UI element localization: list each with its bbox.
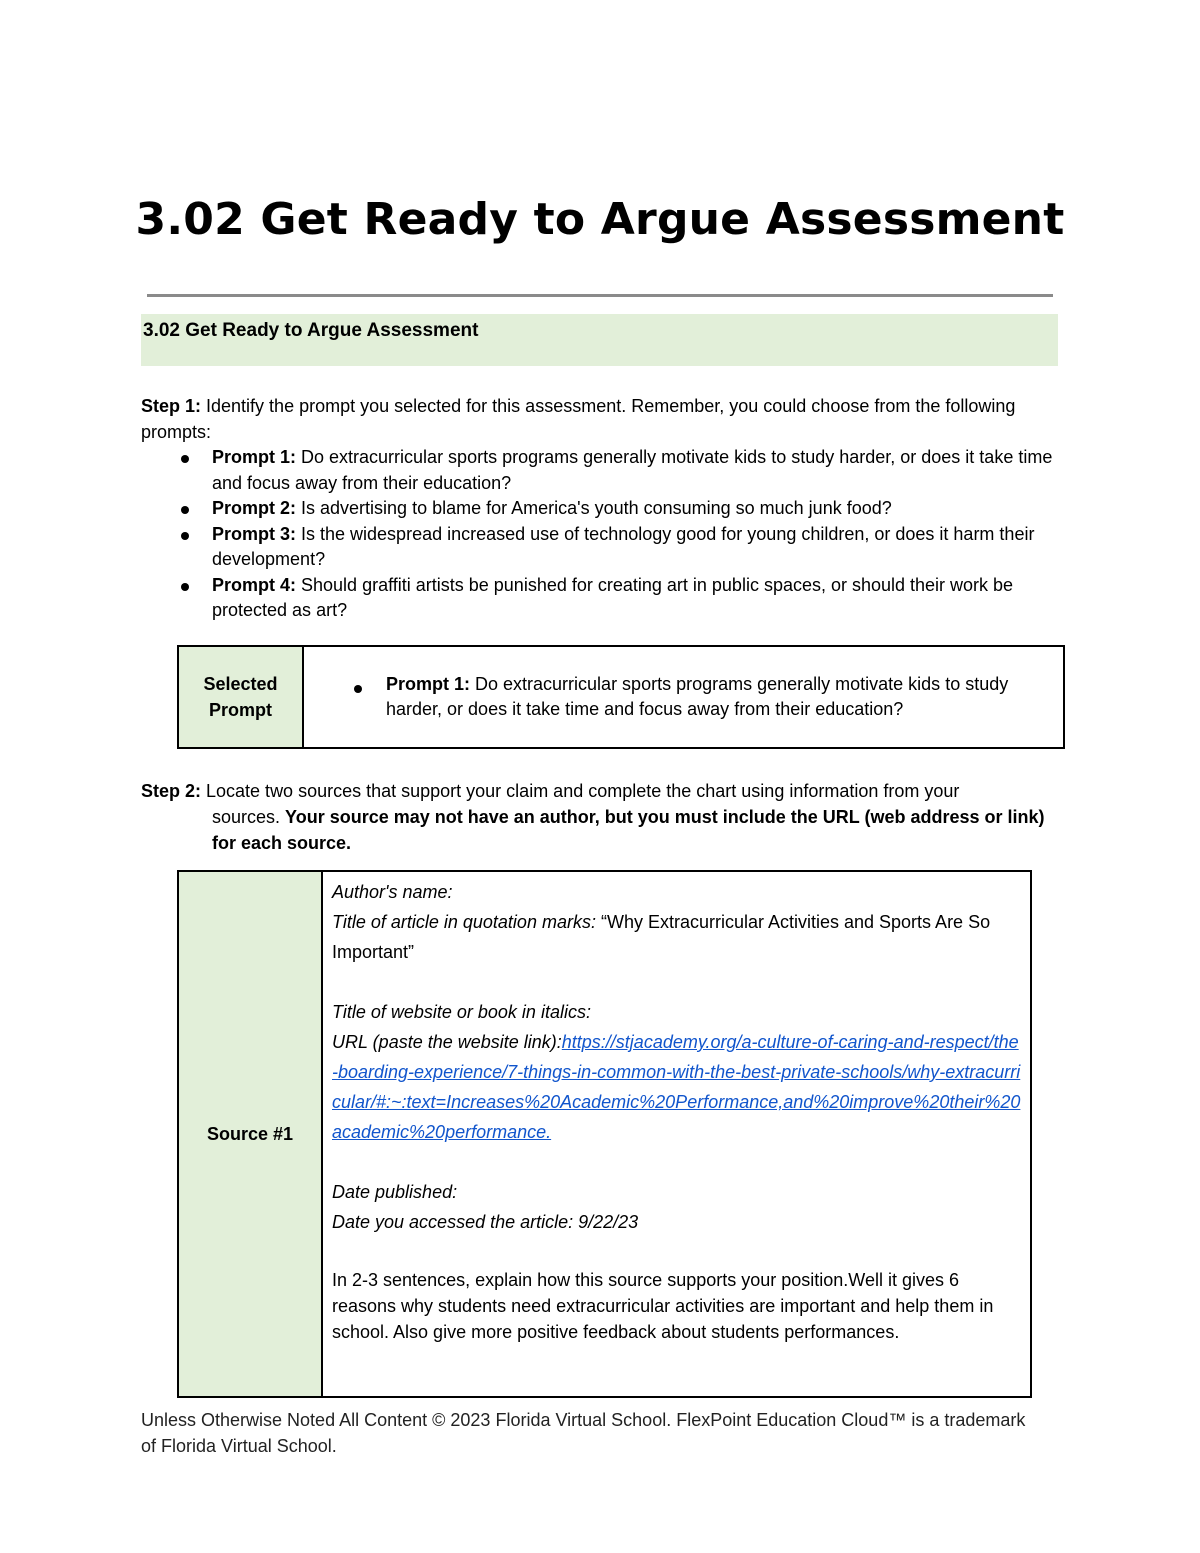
- prompt-text: Is advertising to blame for America's youth consuming so much junk food?: [296, 498, 892, 518]
- bullet-icon: [181, 455, 189, 463]
- url-label: URL (paste the website link):: [332, 1032, 562, 1052]
- date-published-label: Date published:: [332, 1182, 458, 1202]
- table-row: [178, 646, 1064, 748]
- selected-prompt-table: [177, 645, 1065, 749]
- page-title: 3.02 Get Ready to Argue Assessment: [135, 194, 1065, 245]
- date-accessed-value: 9/22/23: [573, 1212, 639, 1232]
- prompt-label: Prompt 4:: [212, 574, 297, 595]
- article-title-label: Title of article in quotation marks:: [332, 912, 596, 932]
- step1-instructions: [141, 393, 1041, 445]
- source-details-cell[interactable]: [322, 871, 1031, 1397]
- prompt-text: Should graffiti artists be punished for creating art in public spaces, or should their work be protected as art?: [212, 574, 1014, 620]
- website-title-label: Title of website or book in italics:: [332, 1002, 591, 1022]
- bullet-icon: [354, 685, 362, 693]
- prompt-text: Is the widespread increased use of technology good for young children, or does it harm their development?: [212, 523, 1035, 569]
- section-heading: 3.02 Get Ready to Argue Assessment: [143, 320, 479, 341]
- list-item: [212, 573, 1062, 624]
- list-item: [212, 445, 1062, 496]
- section-banner: [141, 314, 1058, 366]
- selected-prompt-number: Prompt 1:: [386, 673, 471, 694]
- source-label: Source #1: [178, 871, 322, 1397]
- prompt-label: Prompt 1:: [212, 447, 297, 467]
- selected-prompt-cell[interactable]: [303, 646, 1064, 748]
- date-accessed-label: Date you accessed the article:: [332, 1212, 574, 1232]
- step2-instructions: [141, 778, 1051, 856]
- step2-bold-text: Your source may not have an author, but you must include the URL (web address or link) for each source.: [212, 807, 1045, 853]
- source-table: [177, 870, 1032, 1398]
- selected-prompt-text: Do extracurricular sports programs generally motivate kids to study harder, or does it take time and focus away from their education?: [386, 673, 1009, 719]
- prompt-text: Do extracurricular sports programs generally motivate kids to study harder, or does it take time and focus away from their education?: [212, 447, 1053, 493]
- bullet-icon: [181, 532, 189, 540]
- table-row: [178, 871, 1031, 1397]
- bullet-icon: [181, 583, 189, 591]
- explain-label: In 2-3 sentences, explain how this source supports your position.: [332, 1270, 849, 1290]
- step2-text: Locate two sources that support your claim and complete the chart using information from your: [201, 781, 960, 801]
- source-url-link[interactable]: https://stjacademy.org/a-culture-of-caring-and-respect/the-boarding-experience/7-things-in-common-with-the-best-private-schools/why-extracurricular/#:~:text=Increases%20Academic%20Performance,and%20improve%20their%20academic%20performance.: [332, 1032, 1021, 1142]
- prompt-label: Prompt 3:: [212, 523, 297, 544]
- step2-label: Step 2:: [141, 781, 202, 801]
- step1-text: Identify the prompt you selected for this assessment. Remember, you could choose from the following prompts:: [141, 396, 1016, 442]
- footer-copyright: Unless Otherwise Noted All Content © 2023 Florida Virtual School. FlexPoint Education Cloud™ is a trademark of Florida Virtual School.: [141, 1410, 1026, 1456]
- selected-prompt-label: Selected Prompt: [178, 646, 303, 748]
- bullet-icon: [181, 506, 189, 514]
- title-divider: [147, 294, 1053, 297]
- list-item: [212, 496, 1062, 522]
- list-item: [212, 522, 1062, 573]
- step1-label: Step 1:: [141, 396, 202, 416]
- step2-text-cont: sources.: [212, 807, 286, 827]
- explain-value: Well it gives 6 reasons why students need extracurricular activities are important and help them in school. Also give more positive feedback about students performances.: [332, 1270, 994, 1342]
- author-label: Author's name:: [332, 882, 453, 902]
- article-title-value: “Why Extracurricular Activities and Sports Are So Important”: [332, 912, 991, 962]
- prompt-list: [212, 445, 1062, 624]
- prompt-label: Prompt 2:: [212, 498, 297, 518]
